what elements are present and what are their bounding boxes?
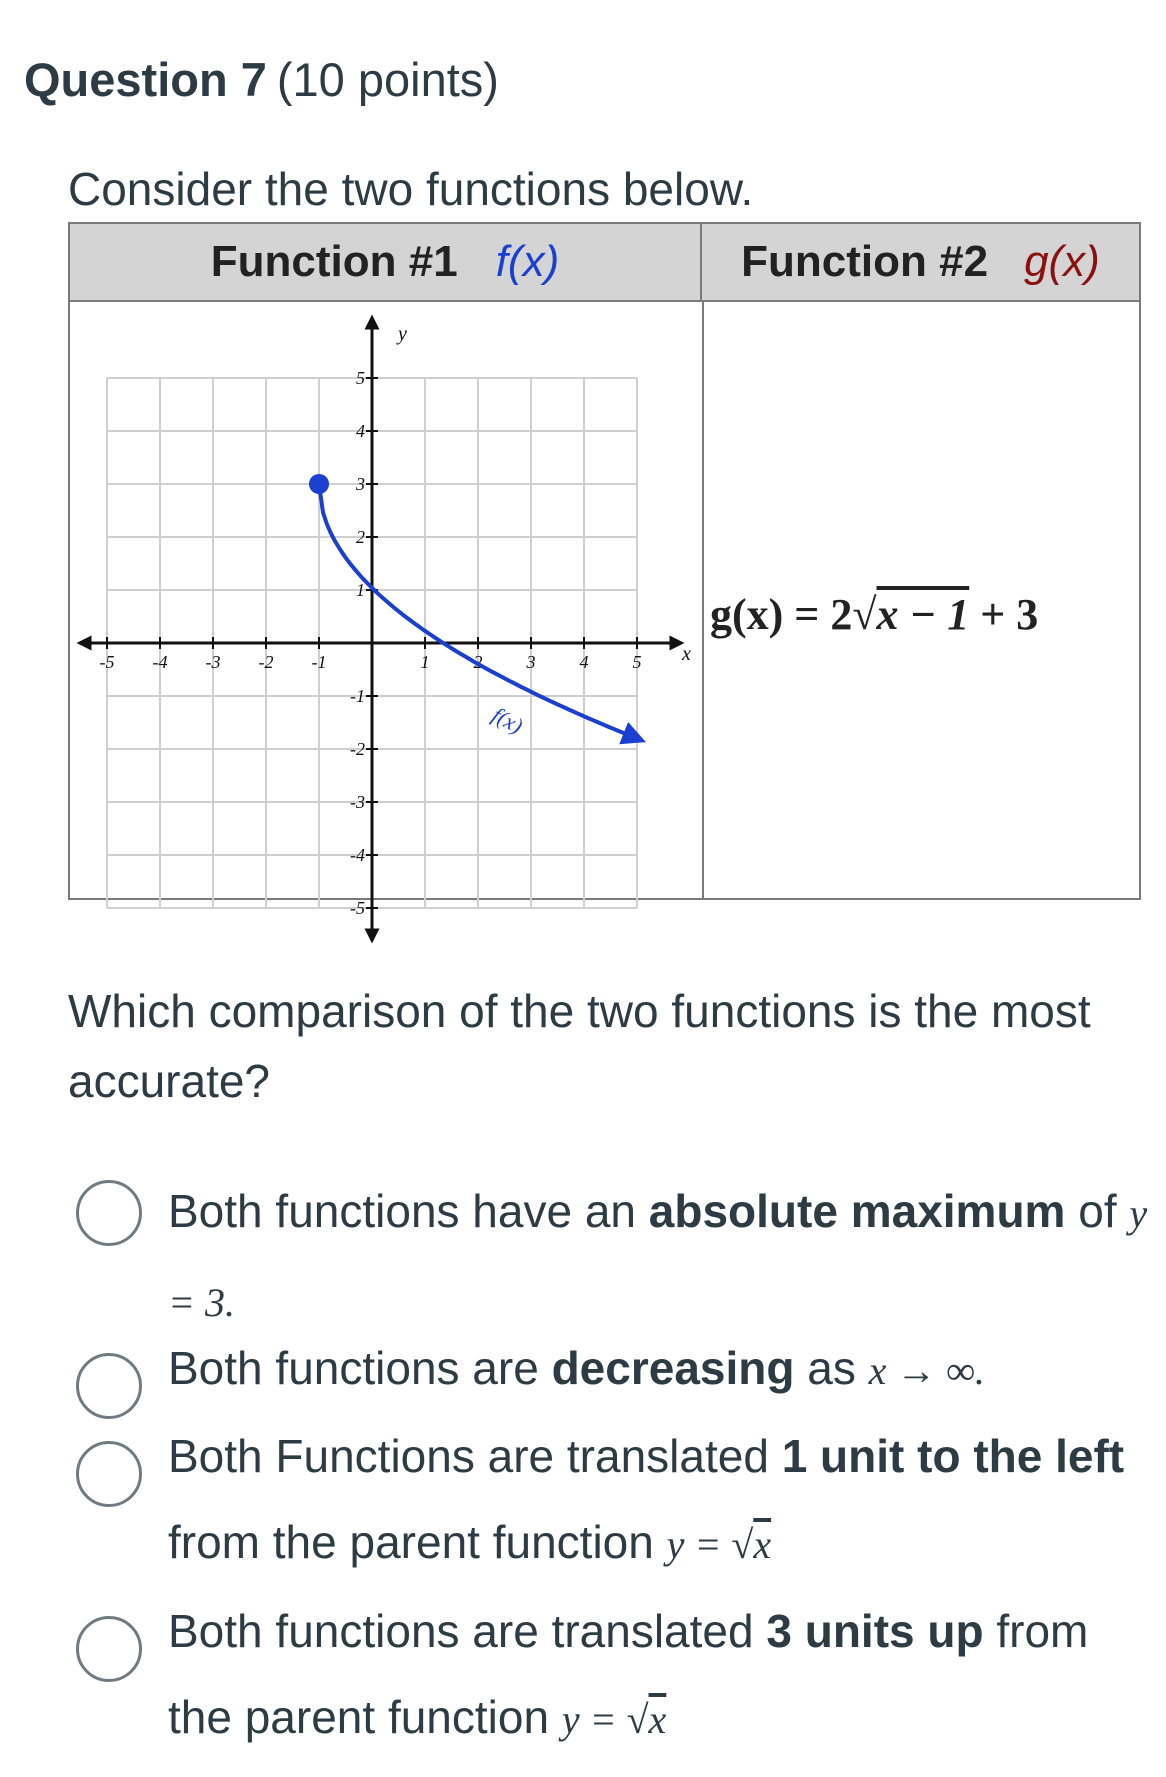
- option-4-post: from the parent function: [168, 1605, 1089, 1743]
- answer-option-2-text[interactable]: [168, 1325, 1158, 1414]
- y-tick-label: -5: [350, 898, 365, 918]
- y-axis-label: y: [398, 323, 407, 345]
- y-tick-label: -2: [350, 739, 365, 759]
- option-3-pre: Both Functions are translated: [168, 1430, 782, 1482]
- option-1-math-text: y = 3.: [168, 1191, 1148, 1325]
- f-start-point: [309, 474, 329, 494]
- answer-option-1-text[interactable]: [168, 1168, 1158, 1346]
- y-tick-label: -1: [350, 686, 365, 706]
- function-1-name: f(x): [495, 237, 560, 286]
- function-1-header: [70, 224, 702, 302]
- x-tick-label: -1: [311, 652, 327, 672]
- graph-axes: [84, 322, 677, 936]
- answer-option-4-text[interactable]: [168, 1588, 1158, 1763]
- x-tick-label: -4: [152, 652, 168, 672]
- intro-text: Consider the two functions below.: [68, 163, 754, 215]
- sqrt-symbol-icon: √: [731, 1522, 754, 1567]
- g-formula-rhs: + 3: [969, 590, 1039, 639]
- option-2-math-text: x → ∞.: [868, 1348, 985, 1393]
- function-2-header: [702, 224, 1139, 302]
- option-4-bold: 3 units up: [766, 1605, 984, 1657]
- option-4-math-radicand: x: [648, 1697, 667, 1742]
- option-2-post: as: [794, 1342, 869, 1394]
- cell-divider: [702, 302, 704, 898]
- function-1-label: Function #1: [210, 237, 458, 286]
- x-tick-label: 1: [420, 652, 430, 672]
- g-formula-radicand: x − 1: [876, 590, 970, 639]
- y-tick-label: 2: [356, 527, 365, 547]
- option-3-math-radicand: x: [753, 1522, 772, 1567]
- x-tick-label: 4: [579, 652, 589, 672]
- y-tick-label: -4: [350, 845, 365, 865]
- y-tick-label: 4: [356, 421, 365, 441]
- option-4-math: [562, 1697, 666, 1742]
- x-tick-label: -2: [258, 652, 274, 672]
- g-formula-lhs: g(x) = 2: [710, 590, 853, 639]
- sqrt-symbol-icon: √: [626, 1697, 649, 1742]
- option-4-pre: Both functions are translated: [168, 1605, 767, 1657]
- sqrt-symbol-icon: √: [852, 590, 877, 639]
- radio-button-3[interactable]: [76, 1441, 142, 1507]
- question-title: [24, 52, 499, 107]
- question-number: Question 7: [24, 53, 267, 106]
- x-axis-label: x: [682, 643, 691, 665]
- option-2-pre: Both functions are: [168, 1342, 552, 1394]
- x-tick-label: 3: [526, 652, 536, 672]
- option-3-post: from the parent function: [168, 1516, 667, 1568]
- option-2-bold: decreasing: [551, 1342, 795, 1394]
- radio-button-4[interactable]: [76, 1616, 142, 1682]
- x-tick-label: -5: [99, 652, 115, 672]
- functions-table: [68, 222, 1141, 918]
- option-3-math: [667, 1522, 771, 1567]
- question-points: (10 points): [276, 53, 499, 106]
- f-graph: [70, 302, 700, 918]
- question-prompt: Which comparison of the two functions is the most accurate?: [68, 985, 1091, 1107]
- option-2-math: [869, 1348, 985, 1393]
- option-1-post: of: [1065, 1185, 1130, 1237]
- curve-label: f(x): [488, 702, 527, 739]
- x-tick-label: 2: [473, 652, 483, 672]
- radio-button-2[interactable]: [76, 1353, 142, 1419]
- x-tick-label: -3: [205, 652, 221, 672]
- option-3-bold: 1 unit to the left: [781, 1430, 1125, 1482]
- option-1-bold: absolute maximum: [648, 1185, 1066, 1237]
- radio-button-1[interactable]: [76, 1180, 142, 1246]
- answer-option-3-text[interactable]: [168, 1413, 1158, 1588]
- x-tick-label: 5: [632, 652, 642, 672]
- y-tick-label: 5: [356, 368, 365, 388]
- function-2-name: g(x): [1024, 237, 1100, 286]
- y-tick-label: 1: [356, 580, 365, 600]
- option-1-pre: Both functions have an: [168, 1185, 649, 1237]
- g-formula: [710, 589, 1038, 640]
- y-tick-label: -3: [350, 792, 365, 812]
- option-4-math-lhs: y =: [561, 1697, 627, 1742]
- function-2-label: Function #2: [741, 237, 989, 286]
- y-tick-label: 3: [356, 474, 365, 494]
- option-3-math-lhs: y =: [666, 1522, 732, 1567]
